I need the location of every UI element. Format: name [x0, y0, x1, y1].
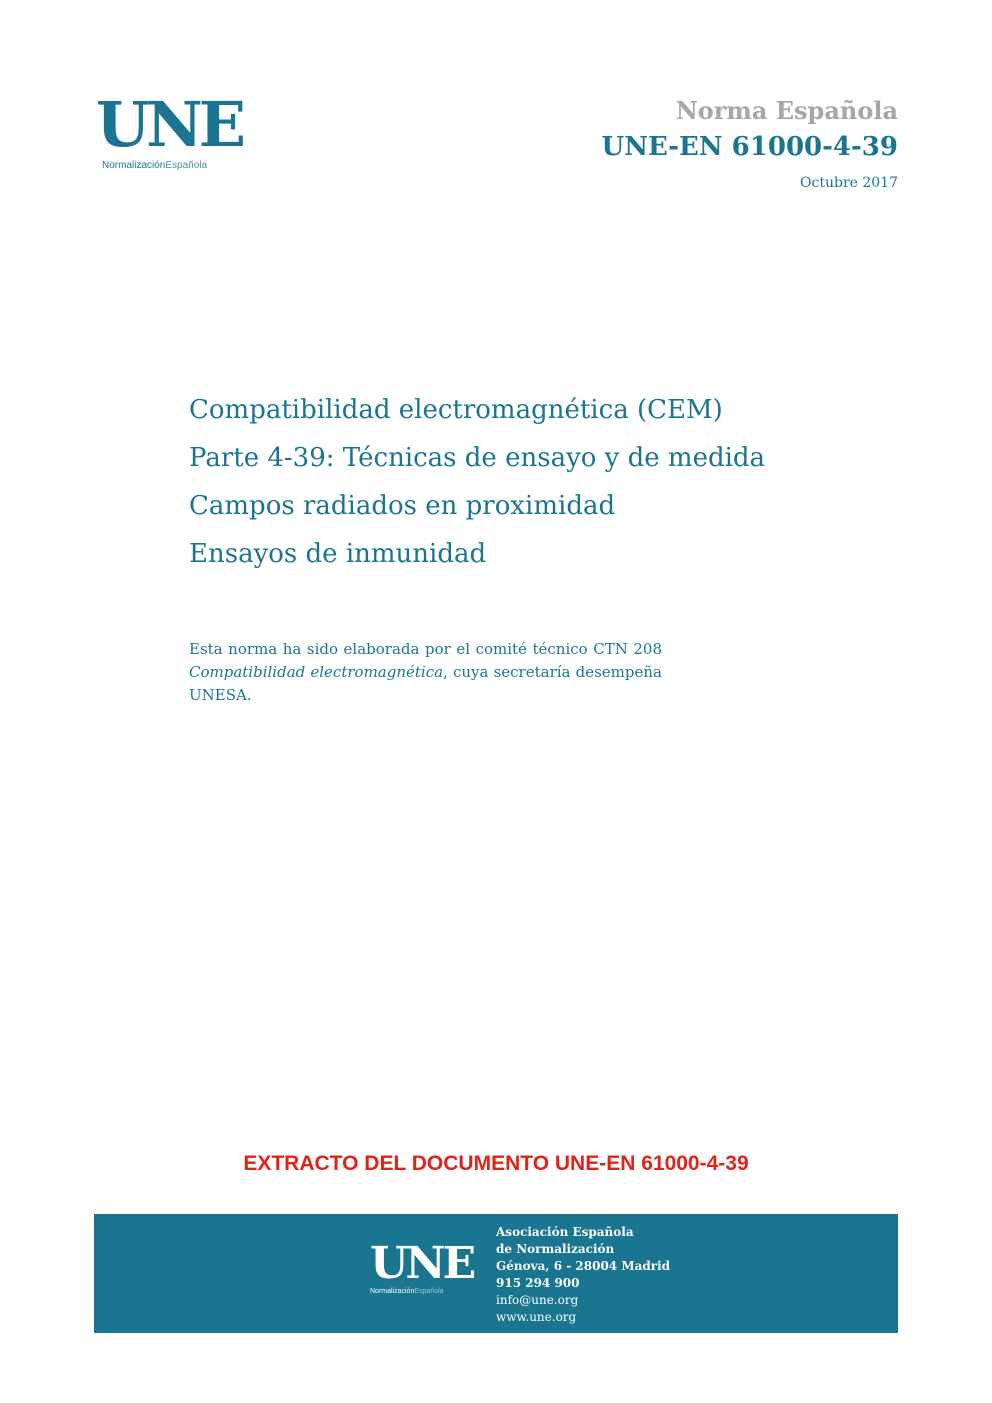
une-logo-mark: UNE	[96, 88, 242, 161]
logo-tagline-primary: Normalización	[102, 160, 166, 171]
une-logo	[96, 88, 246, 174]
footer-contact	[496, 1224, 670, 1326]
committee-statement	[189, 638, 662, 707]
committee-suffix: , cuya secretaría desempeña UNESA.	[189, 663, 662, 704]
title-line: Campos radiados en proximidad	[189, 491, 616, 521]
org-email-link[interactable]: info@une.org	[496, 1293, 579, 1307]
title-line: Parte 4-39: Técnicas de ensayo y de medida	[189, 443, 766, 473]
org-address: Génova, 6 - 28004 Madrid	[496, 1259, 671, 1273]
document-header	[602, 96, 898, 191]
norma-label: Norma Española	[675, 96, 898, 125]
document-date: Octubre 2017	[800, 175, 898, 191]
document-titles	[189, 386, 765, 578]
une-logo-tagline	[102, 160, 207, 171]
title-line: Ensayos de inmunidad	[189, 539, 487, 569]
org-name-line2: de Normalización	[496, 1242, 615, 1256]
org-website-link[interactable]: www.une.org	[496, 1310, 577, 1324]
footer-logo-tagline-secondary: Española	[414, 1288, 444, 1295]
footer-banner	[94, 1214, 898, 1333]
footer-une-logo	[370, 1238, 474, 1295]
org-name-line1: Asociación Española	[496, 1225, 634, 1239]
document-code: UNE-EN 61000-4-39	[601, 132, 898, 162]
footer-logo-tagline-primary: Normalización	[370, 1288, 415, 1295]
committee-name: Compatibilidad electromagnética	[189, 663, 444, 681]
org-phone: 915 294 900	[496, 1276, 580, 1290]
title-line: Compatibilidad electromagnética (CEM)	[189, 395, 723, 425]
footer-logo-mark: UNE	[370, 1238, 474, 1289]
footer-logo-tagline	[370, 1288, 473, 1295]
extract-notice: EXTRACTO DEL DOCUMENTO UNE-EN 61000-4-39	[243, 1152, 749, 1175]
committee-prefix: Esta norma ha sido elaborada por el comité técnico CTN 208	[189, 640, 662, 658]
logo-tagline-secondary: Española	[165, 160, 208, 171]
